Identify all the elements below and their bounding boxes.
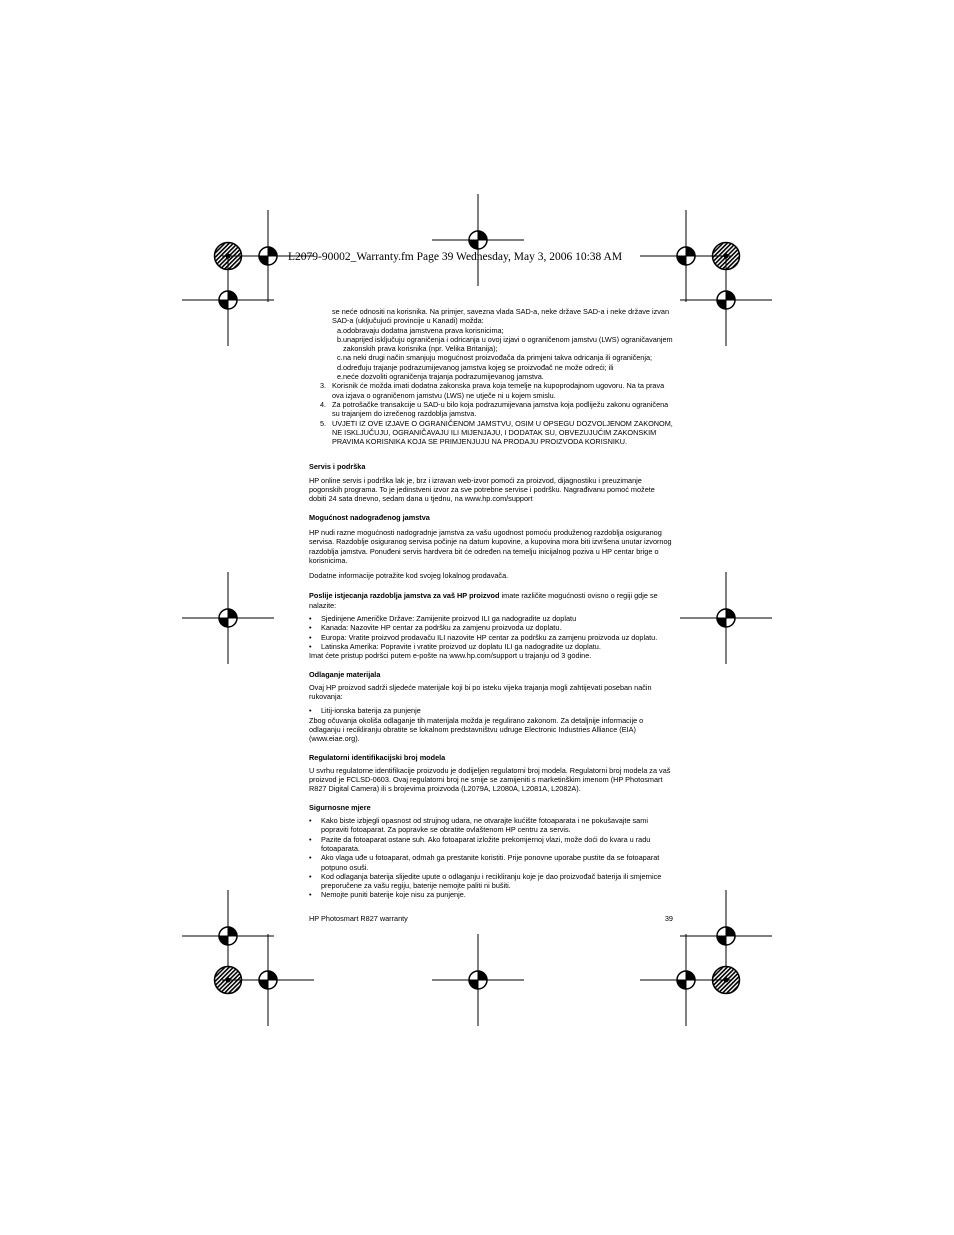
poslije-list — [309, 614, 673, 651]
list-item: a. odobravaju dodatna jamstvena prava korisnicima; — [337, 325, 504, 335]
list-item: • Latinska Amerika: Popravite i vratite proizvod uz doplatu ILI ga nadogradite uz doplatu. — [309, 641, 601, 651]
list-item: • Ako vlaga uđe u fotoaparat, odmah ga prestanite koristiti. Prije ponovne uporabe pustite da se fotoaparat potpuno osuši. — [309, 853, 660, 872]
list-item: • Sjedinjene Američke Države: Zamijenite proizvod ILI ga nadogradite uz doplatu — [309, 614, 577, 624]
list-item: 3. Korisnik će možda imati dodatna zakonska prava koja temelje na kupoprodajnom ugovoru. Na ta prava ova izjava o ograničenom jamstvu (LWS) ne utječe ni u kojem smislu. — [320, 381, 665, 400]
odlaganje-after: Zbog očuvanja okoliša odlaganje tih materijala možda je regulirano zakonom. Za detaljnije informacije o odlaganju i recikliranju obratite se lokalnom predstavništvu udruge Electronic Industries Alliance (EIA) (www.eiae.org). — [309, 715, 644, 744]
regulatorni-heading: Regulatorni identifikacijski broj modela — [309, 752, 446, 762]
registration-mark-bottom-left — [182, 890, 314, 1026]
sigurnosne-list — [309, 816, 673, 900]
odlaganje-list — [309, 706, 673, 715]
list-item: c. na neki drugi način smanjuju mogućnost proizvođača da primjeni takva odricanja ili ograničenja; — [337, 353, 653, 363]
odlaganje-heading: Odlaganje materijala — [309, 669, 381, 679]
nadogradnja-text-2: Dodatne informacije potražite kod svojeg lokalnog prodavača. — [309, 571, 509, 581]
list-item: • Litij-ionska baterija za punjenje — [309, 706, 421, 716]
odlaganje-text: Ovaj HP proizvod sadrži sljedeće materijale koji bi po isteku vijeka trajanja mogli zahtijevati poseban način rukovanja: — [309, 682, 652, 702]
poslije-after: Imat ćete pristup podršci putem e-pošte na www.hp.com/support u trajanju od 3 godine. — [309, 651, 592, 661]
page-footer — [309, 914, 673, 923]
list-item: 4. Za potrošačke transakcije u SAD-u bilo koja podrazumijevana jamstva koja podliježu zakonu ograničena su trajanjem do izrečenog razdoblja jamstva. — [320, 399, 669, 419]
page-number: 39 — [664, 914, 673, 923]
intro-list — [309, 326, 673, 382]
registration-mark-top-left — [182, 210, 314, 346]
registration-mark-bottom-center — [432, 934, 524, 1026]
list-item: • Kako biste izbjegli opasnost od strujnog udara, ne otvarajte kućište fotoaparata i ne pokušavajte sami popraviti fotoaparat. Za popravke se obratite ovlaštenom HP centru za servis. — [309, 816, 648, 835]
registration-mark-bottom-right — [640, 890, 772, 1026]
poslije-text: imate različite mogućnosti ovisno o regiji gdje se nalazite: — [309, 591, 658, 610]
list-item: • Kod odlaganja baterija slijedite upute o odlaganju i recikliranju koje je dao proizvođač baterija ili smjernice preporučene za vašu regiju, baterije nemojte paliti ni bušiti. — [309, 871, 662, 891]
servis-heading: Servis i podrška — [309, 462, 366, 472]
poslije-paragraph — [309, 591, 673, 610]
footer-title: HP Photosmart R827 warranty — [309, 914, 408, 923]
registration-mark-top-center — [432, 194, 524, 286]
poslije-lead: Poslije istjecanja razdoblja jamstva za vaš HP proizvod — [309, 591, 500, 601]
nadogradnja-text: HP nudi razne mogućnosti nadogradnje jamstva za vašu ugodnost pomoću produženog razdoblja osiguranog servisa. Razdoblje osiguranog servisa počinje na datum kupovine, a kupovina mora biti izvršena unutar izvornog razdoblja jamstva. Ponuđeni servis hardvera bit će određen na temelju inicijalnog poziva u HP centar brige o korisnicima. — [309, 527, 672, 565]
sigurnosne-heading: Sigurnosne mjere — [309, 802, 371, 812]
list-item: • Nemojte puniti baterije koje nisu za punjenje. — [309, 890, 466, 900]
intro-text: se neće odnositi na korisnika. Na primjer, savezna vlada SAD-a, neke države SAD-a i neke države izvan SAD-a (uključujući provincije u Kanadi) možda: — [332, 307, 670, 326]
servis-text: HP online servis i podrška lak je, brz i izravan web-izvor pomoći za proizvod, dijagnostiku i preuzimanje pogonskih programa. To je jedinstveni izvor za sve potrebne servise i podršku. Nagrađivanu pomoć možete dobiti 24 sata dnevno, sedam dana u tjednu, na www.hp.com/support — [309, 475, 655, 504]
nadogradnja-heading: Mogućnost nadograđenog jamstva — [309, 512, 430, 522]
list-item: • Kanada: Nazovite HP centar za podršku za zamjenu proizvoda uz doplatu. — [309, 623, 562, 633]
list-item: d. određuju trajanje podrazumijevanog jamstva kojeg se proizvođač ne može odreći; ili — [337, 362, 614, 372]
regulatorni-text: U svrhu regulatorne identifikacije proizvodu je dodijeljen regulatorni broj modela. Regulatorni broj modela za vaš proizvod je FCLSD-0603. Ovaj regulatorni broj ne smije se zamijeniti s marketinškim imenom (HP Photosmart R827 Digital Camera) ili s brojevima proizvoda (L2079A, L2080A, L2081A, L2082A). — [309, 765, 671, 794]
list-item: e. neće dozvoliti ograničenja trajanja podrazumijevanog jamstva. — [337, 372, 544, 382]
list-item: 5. UVJETI IZ OVE IZJAVE O OGRANIČENOM JAMSTVU, OSIM U OPSEGU DOZVOLJENOM ZAKONOM, NE ISKLJUČUJU, OGRANIČAVAJU ILI MIJENJAJU, I DODATAK SU, OBVEZUJUĆIM ZAKONSKIM PRAVIMA KORISNIKA KOJA SE PRIMJENJUJU NA PRODAJU PROIZVODA KORISNIKU. — [320, 418, 673, 447]
list-item: • Europa: Vratite proizvod prodavaču ILI nazovite HP centar za podršku za zamjenu proizvoda uz doplatu. — [309, 632, 658, 642]
numbered-list — [309, 381, 673, 446]
warranty-content — [309, 307, 673, 900]
registration-mark-middle-left — [182, 572, 274, 664]
list-item: b. unaprijed isključuju ograničenja i odricanja u ovoj izjavi o ograničenom jamstvu (LWS) ograničavanjem zakonskih prava korisnika (npr. Velika Britanija); — [337, 334, 673, 354]
file-header: L2079-90002_Warranty.fm Page 39 Wednesday, May 3, 2006 10:38 AM — [288, 251, 623, 263]
registration-mark-middle-right — [680, 572, 772, 664]
list-item: • Pazite da fotoaparat ostane suh. Ako fotoaparat izložite prekomjernoj vlazi, može doći do kvara u radu fotoaparata. — [309, 834, 651, 853]
